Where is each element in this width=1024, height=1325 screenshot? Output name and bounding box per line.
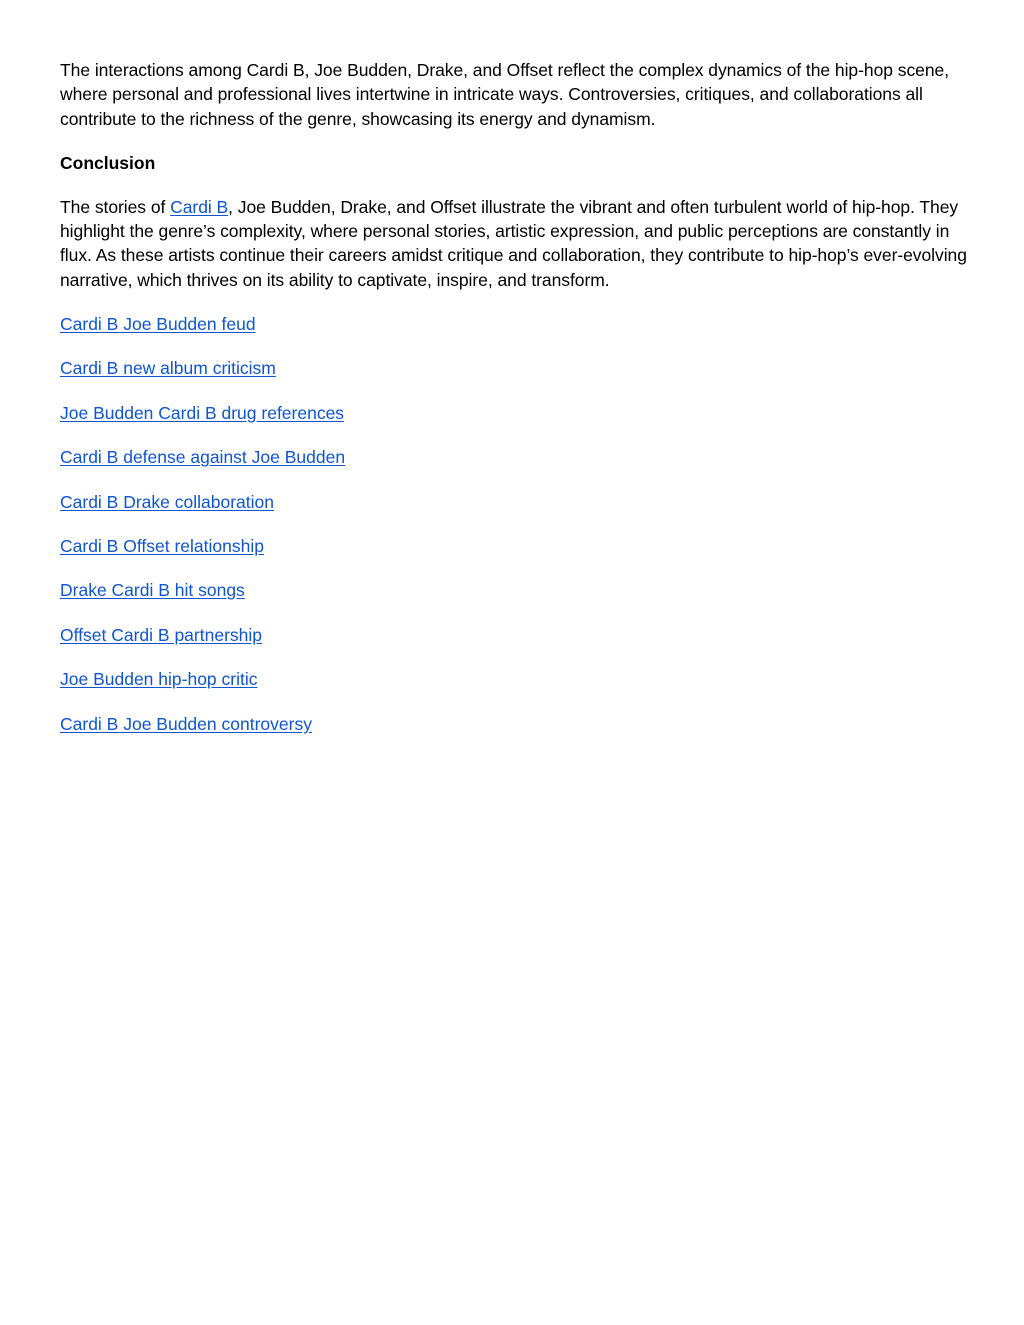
list-item bbox=[60, 534, 970, 558]
related-links-list bbox=[60, 312, 970, 736]
document-page bbox=[60, 58, 970, 756]
intro-paragraph: The interactions among Cardi B, Joe Budden, Drake, and Offset reflect the complex dynamics of the hip-hop scene, where personal and professional lives intertwine in intricate ways. Controversies, critiques, and collaborations all contribute to the richness of the genre, showcasing its energy and dynamism. bbox=[60, 60, 950, 129]
link-offset-cardi-b-partnership[interactable]: Offset Cardi B partnership bbox=[60, 624, 262, 645]
list-item bbox=[60, 712, 970, 736]
link-cardi-b-drake-collaboration[interactable]: Cardi B Drake collaboration bbox=[60, 491, 274, 512]
link-joe-budden-hip-hop-critic[interactable]: Joe Budden hip-hop critic bbox=[60, 669, 258, 690]
list-item bbox=[60, 490, 970, 514]
link-cardi-b-joe-budden-feud[interactable]: Cardi B Joe Budden feud bbox=[60, 314, 256, 335]
link-cardi-b-joe-budden-controversy[interactable]: Cardi B Joe Budden controversy bbox=[60, 713, 312, 734]
list-item bbox=[60, 623, 970, 647]
list-item bbox=[60, 312, 970, 336]
list-item bbox=[60, 401, 970, 425]
list-item bbox=[60, 356, 970, 380]
conclusion-heading: Conclusion bbox=[60, 152, 156, 173]
list-item bbox=[60, 667, 970, 691]
conclusion-paragraph bbox=[60, 195, 970, 292]
link-joe-budden-drug-references[interactable]: Joe Budden Cardi B drug references bbox=[60, 402, 345, 423]
link-cardi-b-new-album-criticism[interactable]: Cardi B new album criticism bbox=[60, 358, 276, 379]
link-cardi-b-defense[interactable]: Cardi B defense against Joe Budden bbox=[60, 447, 346, 468]
conclusion-prefix: The stories of bbox=[60, 196, 171, 217]
list-item bbox=[60, 578, 970, 602]
link-drake-cardi-b-hit-songs[interactable]: Drake Cardi B hit songs bbox=[60, 580, 245, 601]
link-cardi-b-offset-relationship[interactable]: Cardi B Offset relationship bbox=[60, 536, 264, 557]
conclusion-suffix: , Joe Budden, Drake, and Offset illustrate the vibrant and often turbulent world of hip-hop. They highlight the genre’s complexity, where personal stories, artistic expression, and public perceptions are constantly in flux. As these artists continue their careers amidst critique and collaboration, they contribute to hip-hop’s ever-evolving narrative, which thrives on its ability to captivate, inspire, and transform. bbox=[60, 196, 967, 290]
list-item bbox=[60, 445, 970, 469]
cardi-b-link[interactable]: Cardi B bbox=[170, 196, 229, 217]
